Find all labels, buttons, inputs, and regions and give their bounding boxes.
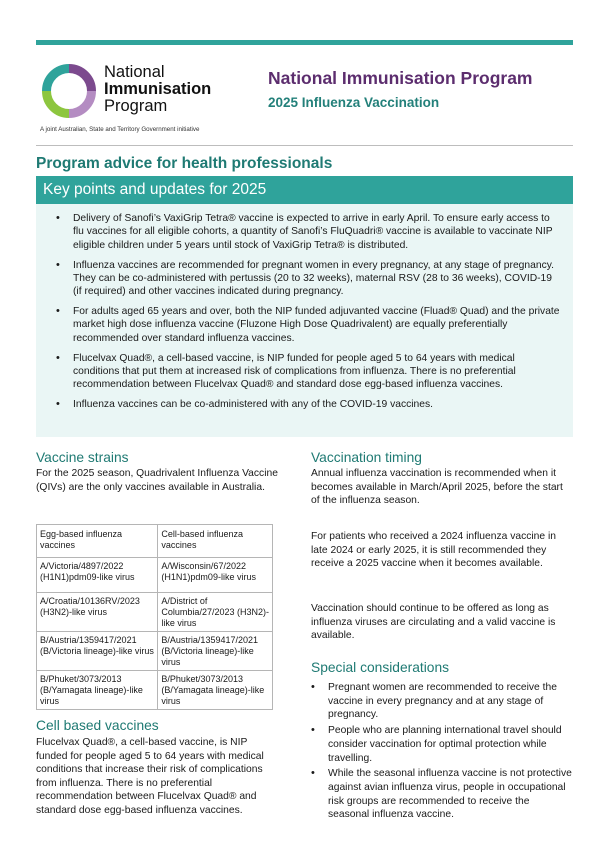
logo-wordmark xyxy=(104,64,211,115)
table-cell: B/Phuket/3073/2013 (B/Yamagata lineage)-like virus xyxy=(37,671,158,710)
key-point-item: • Delivery of Sanofi’s VaxiGrip Tetra® vaccine is expected to arrive in early April. To ensure early access to flu vaccines for all eligible cohorts, a quantity of Sanofi’s FluQuadri® vaccine is available to vaccinate NIP eligible children under 5 years until stock of VaxiGrip Tetra® is distributed. xyxy=(56,212,561,252)
key-point-item: • Influenza vaccines are recommended for pregnant women in every pregnancy, at any stage of pregnancy. They can be co-administered with pertussis (20 to 32 weeks), maternal RSV (28 to 36 weeks), COVID-19 (if required) and other vaccines indicated during pregnancy. xyxy=(56,259,561,299)
cell-based-text: Flucelvax Quad®, a cell-based vaccine, is NIP funded for people aged 5 to 64 years with medical conditions that increase their risk of complications from influenza. There is no preferential recommendation between Flucelvax Quad® and standard dose egg-based influenza vaccines. xyxy=(36,737,264,816)
table-cell: A/Croatia/10136RV/2023 (H3N2)-like virus xyxy=(37,593,158,632)
section-heading: Program advice for health professionals xyxy=(36,155,333,172)
key-points-list xyxy=(56,212,561,418)
vaccination-timing-para-2: For patients who received a 2024 influenza vaccine in late 2024 or early 2025, it is still recommended they receive a 2025 vaccine when it becomes available. xyxy=(311,531,556,570)
table-header-egg: Egg-based influenza vaccines xyxy=(37,525,158,558)
logo-line-3: Program xyxy=(104,97,168,115)
table-cell: B/Austria/1359417/2021 (B/Victoria lineage)-like virus xyxy=(37,632,158,671)
nip-logo xyxy=(40,60,240,140)
list-item: • People who are planning international travel should consider vaccination for optimal protection while travelling. xyxy=(311,724,573,765)
table-row xyxy=(37,671,273,710)
vaccine-strains-heading: Vaccine strains xyxy=(36,450,129,465)
special-considerations-heading: Special considerations xyxy=(311,660,450,675)
key-points-title: Key points and updates for 2025 xyxy=(36,176,573,204)
key-point-item: • Flucelvax Quad®, a cell-based vaccine, is NIP funded for people aged 5 to 64 years with medical conditions that put them at increased risk of complications from influenza. There is no preferential recommendation between Flucelvax Quad® and standard dose egg-based influenza vaccines. xyxy=(56,352,561,392)
logo-tagline: A joint Australian, State and Territory Government initiative xyxy=(40,126,200,133)
vaccine-strains-intro: For the 2025 season, Quadrivalent Influenza Vaccine (QIVs) are the only vaccines available in Australia. xyxy=(36,468,278,493)
key-point-item: • For adults aged 65 years and over, both the NIP funded adjuvanted vaccine (Fluad® Quad) and the private market high dose influenza vaccine (Fluzone High Dose Quadrivalent) are equally preferentially recommended over standard influenza vaccines. xyxy=(56,305,561,345)
table-header-cell: Cell-based influenza vaccines xyxy=(158,525,273,558)
key-points-box xyxy=(36,176,573,437)
table-cell: A/Wisconsin/67/2022 (H1N1)pdm09-like virus xyxy=(158,558,273,593)
vaccination-timing-heading: Vaccination timing xyxy=(311,450,422,465)
document-title: National Immunisation Program xyxy=(268,68,533,88)
cell-based-heading: Cell based vaccines xyxy=(36,718,159,733)
immunisation-ring-icon xyxy=(42,64,96,118)
special-considerations-list xyxy=(311,681,573,824)
table-cell: A/District of Columbia/27/2023 (H3N2)-like virus xyxy=(158,593,273,632)
table-header-row xyxy=(37,525,273,558)
vaccination-timing-para-3: Vaccination should continue to be offered as long as influenza viruses are circulating and a valid vaccine is available. xyxy=(311,603,556,642)
document-subtitle: 2025 Influenza Vaccination xyxy=(268,95,440,110)
key-point-item: • Influenza vaccines can be co-administered with any of the COVID-19 vaccines. xyxy=(56,398,561,411)
table-row xyxy=(37,593,273,632)
vaccination-timing-para-1: Annual influenza vaccination is recommended when it becomes available in March/April 2025, before the start of the influenza season. xyxy=(311,468,563,507)
vaccine-strains-table xyxy=(36,524,273,710)
list-item: • While the seasonal influenza vaccine is not protective against avian influenza virus, people in occupational risk groups are recommended to receive the seasonal influenza vaccine. xyxy=(311,767,573,822)
list-item: • Pregnant women are recommended to receive the vaccine in every pregnancy and at any stage of pregnancy. xyxy=(311,681,573,722)
logo-line-1: National xyxy=(104,63,165,81)
table-row xyxy=(37,632,273,671)
table-cell: A/Victoria/4897/2022 (H1N1)pdm09-like virus xyxy=(37,558,158,593)
table-cell: B/Phuket/3073/2013 (B/Yamagata lineage)-like virus xyxy=(158,671,273,710)
header-divider xyxy=(36,145,573,146)
logo-line-2: Immunisation xyxy=(104,80,212,98)
table-cell: B/Austria/1359417/2021 (B/Victoria lineage)-like virus xyxy=(158,632,273,671)
top-rule xyxy=(36,40,573,45)
table-row xyxy=(37,558,273,593)
